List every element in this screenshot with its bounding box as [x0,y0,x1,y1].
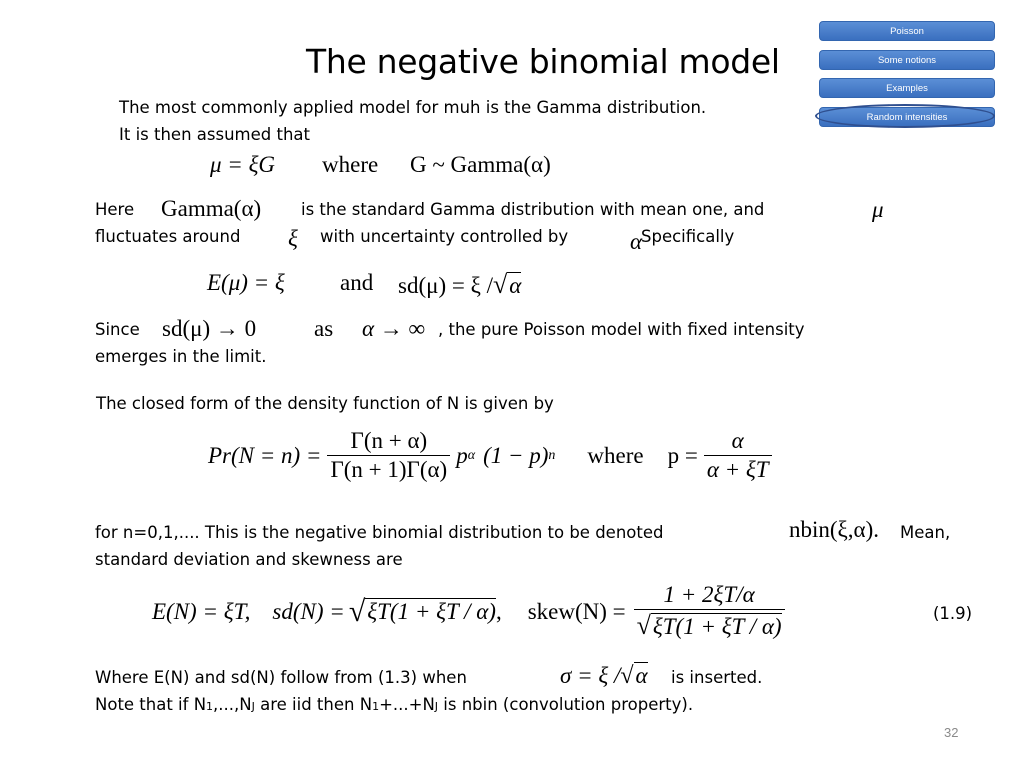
here-text-1: is the standard Gamma distribution with mean one, and [301,200,765,219]
note-sub-1: 1 [206,700,214,713]
p-denominator: α + ξT [704,455,772,483]
here-text-4: Specifically [641,227,735,246]
intro-line-2: It is then assumed that [119,125,310,144]
gamma-alpha-math: Gamma(α) [161,196,262,221]
note-part-b: ,...,N [213,695,252,714]
skew-fraction [634,582,785,641]
mu-symbol: μ [872,197,884,222]
equation-label-1-9: (1.9) [933,604,973,623]
page-number: 32 [944,725,959,740]
nav-button-poisson[interactable]: Poisson [819,21,995,41]
sd-prefix: sd(N) = [272,598,345,624]
sigma-root: α [635,663,648,688]
nbin-text-1: for n=0,1,.... This is the negative binomial distribution to be denoted [95,523,664,542]
nbin-math: nbin(ξ,α). [789,517,880,542]
note-part-a: Note that if N [95,695,207,714]
equation-and: and [340,270,374,295]
gamma-fraction [327,428,450,483]
p-exponent: α [467,447,476,463]
skew-numerator: 1 + 2ξT/α [663,582,755,607]
nbin-text-3: standard deviation and skewness are [95,550,403,569]
p-numerator: α [731,428,744,453]
nav-button-examples[interactable]: Examples [819,78,995,98]
one-minus-p: (1 − p) [483,442,549,468]
since-text-1: , the pure Poisson model with fixed intensity [438,320,805,339]
equation-where: where [322,152,379,177]
skew-prefix: skew(N) = [527,598,626,624]
note-part-e: is nbin (convolution property). [438,695,694,714]
nbin-text-2: Mean, [900,523,951,542]
nav-button-random-intensities[interactable]: Random intensities [819,107,995,127]
sd-to-zero-math: sd(μ) → 0 [162,316,257,341]
here-text-2: fluctuates around [95,227,241,246]
here-word: Here [95,200,135,219]
gamma-numerator: Γ(n + α) [350,428,428,453]
equation-g-gamma: G ~ Gamma(α) [410,152,551,177]
p-fraction [704,428,772,483]
intro-line-1: The most commonly applied model for muh is the Gamma distribution. [119,98,707,117]
p-lhs: p = [667,442,698,468]
skew-denominator-root: ξT(1 + ξT / α) [652,614,782,639]
footer-note [95,691,693,720]
sigma-math: σ = ξ /√α [560,663,648,689]
mean-expr: E(N) = ξT, [152,598,251,624]
since-word: Since [95,320,140,339]
sd-comma: , [495,598,502,624]
closed-form-sentence: The closed form of the density function of N is given by [96,394,554,413]
equation-e-mu: E(μ) = ξ [207,270,285,295]
footer-text-2: is inserted. [671,668,763,687]
xi-symbol: ξ [288,226,298,251]
moments-equation: E(N) = ξT, sd(N) = √ ξT(1 + ξT / α) , skew(N) = $\frac{1 + 2\xi T/\alpha}{√\xi T(1 + \xi T / \alpha)}$ [152,582,785,641]
sd-root: ξT(1 + ξT / α) [367,599,496,624]
note-sub-j: J [251,700,255,713]
gamma-denominator: Γ(n + 1)Γ(α) [327,455,450,483]
note-part-c: are iid then N [254,695,373,714]
one-minus-p-exponent: n [548,447,556,463]
alpha-symbol: α [630,229,643,254]
equation-mu-xi-g: μ = ξG [210,152,276,177]
nav-button-some-notions[interactable]: Some notions [819,50,995,70]
sd-mu-root: α [509,273,522,298]
sigma-prefix: σ = ξ / [560,663,621,688]
since-text-2: emerges in the limit. [95,347,267,366]
density-equation [208,428,772,483]
here-text-3: with uncertainty controlled by [320,227,569,246]
equation-sd-mu: sd(μ) = ξ /√α [398,270,522,299]
alpha-to-infinity-math: α → ∞ [362,316,425,341]
footer-text-1: Where E(N) and sd(N) follow from (1.3) when [95,668,467,687]
sd-mu-prefix: sd(μ) = ξ / [398,273,493,298]
note-part-d: +...+N [379,695,435,714]
note-sub-1b: 1 [372,700,380,713]
skew-denominator: √ξT(1 + ξT / α) [634,609,785,641]
p-base: p [456,442,468,468]
note-sub-jb: J [434,700,439,713]
as-word: as [314,316,334,341]
pr-lhs: Pr(N = n) = [208,442,322,468]
density-where: where [587,442,644,468]
slide-title: The negative binomial model [306,42,780,81]
